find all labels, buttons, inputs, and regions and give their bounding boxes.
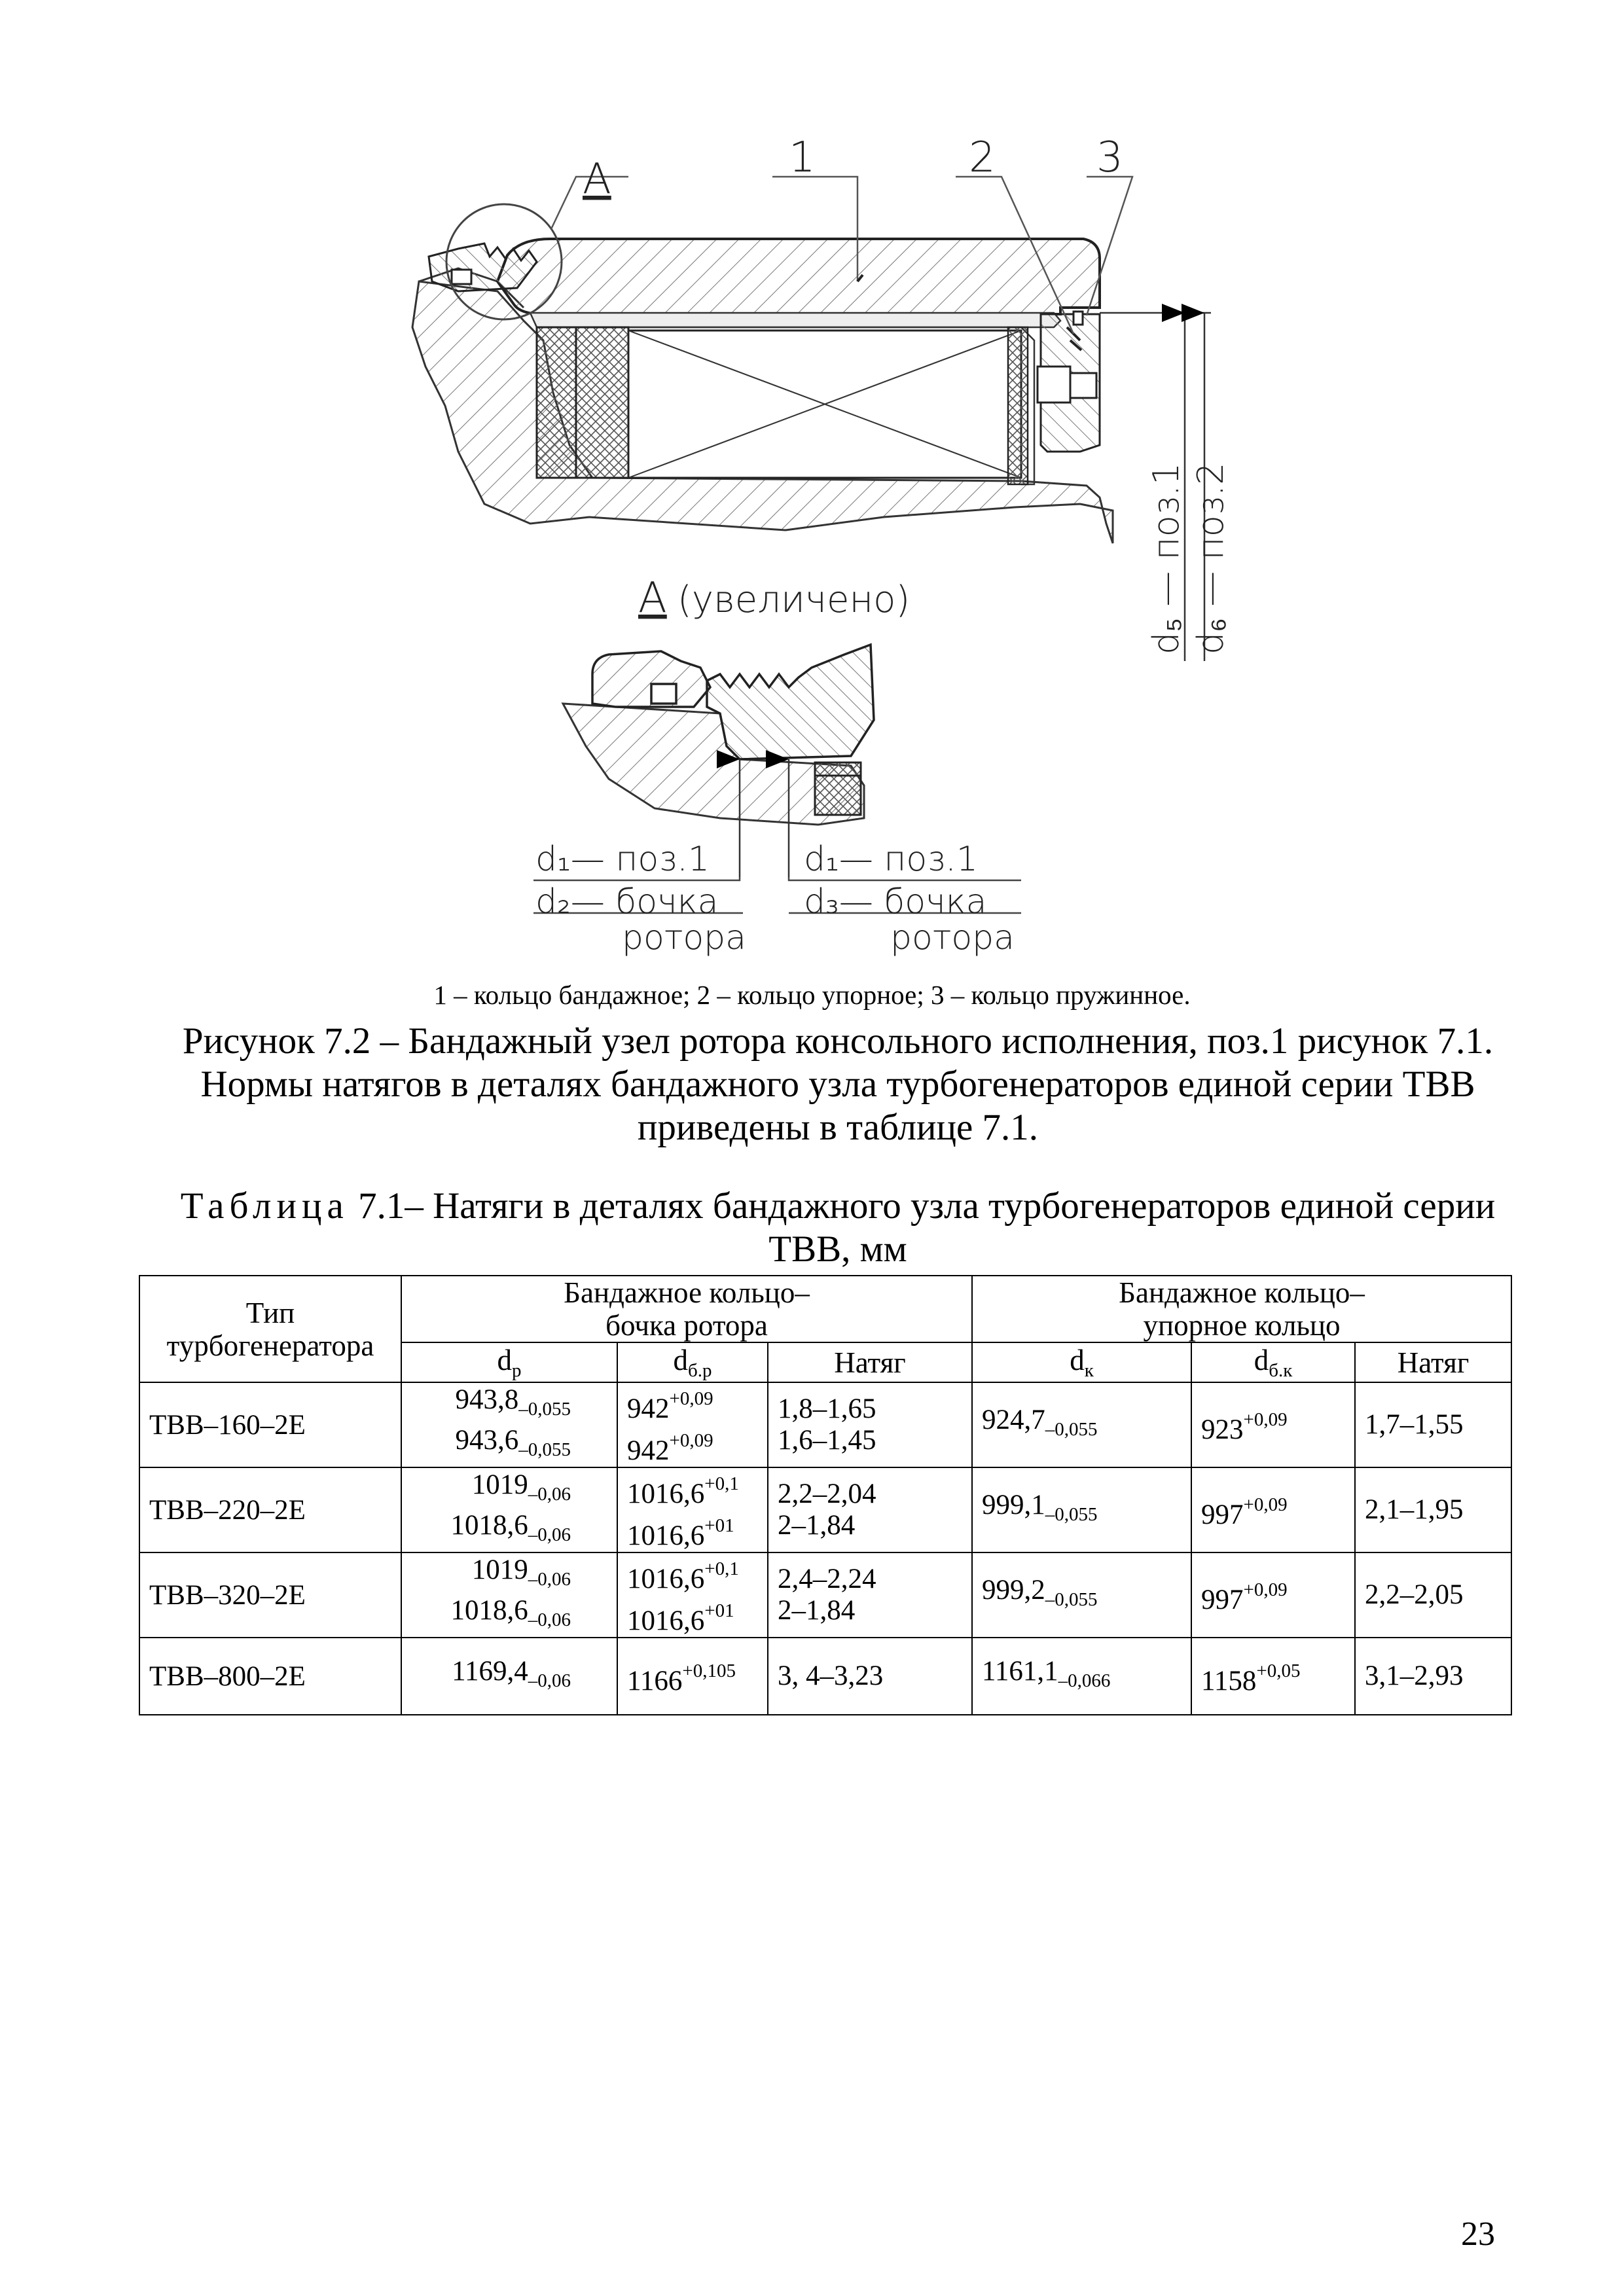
cell-dp xyxy=(401,1552,617,1638)
header-dbk: $d_{б.к}$ xyxy=(1191,1342,1355,1382)
dbk-value: $1158^{+0,05}$ xyxy=(1201,1660,1301,1696)
cell-natyag-2: 2,1–1,95 xyxy=(1355,1467,1511,1552)
callout-3: 3 xyxy=(1096,134,1123,182)
cell-type: ТВВ–320–2Е xyxy=(139,1552,401,1638)
detail-title-letter: А xyxy=(638,574,667,622)
dbp-value: $942^{+0,09}$ xyxy=(627,1430,713,1466)
header-dp: $d_р$ xyxy=(401,1342,617,1382)
dim-d2: d₂— бочка xyxy=(535,882,719,922)
cell-natyag-1 xyxy=(768,1552,972,1638)
caption-line-3: приведены в таблице 7.1. xyxy=(637,1107,1039,1148)
table-row xyxy=(139,1638,1511,1715)
page-number: 23 xyxy=(1461,2215,1495,2253)
dbp-value: $1016,6^{+01}$ xyxy=(627,1515,734,1551)
cell-dk xyxy=(972,1467,1191,1552)
figure-legend: 1 – кольцо бандажное; 2 – кольцо упорное; 3 – кольцо пружинное. xyxy=(433,980,1191,1010)
cell-dbp xyxy=(617,1382,768,1467)
cell-dbk xyxy=(1191,1382,1355,1467)
header-natyag-1: Натяг xyxy=(768,1342,972,1382)
bandage-ring-1 xyxy=(497,239,1100,314)
cell-natyag-2: 2,2–2,05 xyxy=(1355,1552,1511,1638)
header-group-2: Бандажное кольцо– упорное кольцо xyxy=(972,1276,1511,1342)
cell-natyag-1 xyxy=(768,1382,972,1467)
dp-value: $1019_{-0,06}$ xyxy=(471,1554,571,1590)
callout-1: 1 xyxy=(789,134,816,182)
table-row xyxy=(139,1552,1511,1638)
header-dk: $d_к$ xyxy=(972,1342,1191,1382)
dp-value: $1169,4_{-0,06}$ xyxy=(452,1656,571,1691)
view-letter-a: А xyxy=(583,155,611,204)
cell-natyag-1 xyxy=(768,1638,972,1715)
dbk-value: $997^{+0,09}$ xyxy=(1201,1579,1288,1615)
natyag-value: 2–1,84 xyxy=(778,1510,856,1541)
natyag-value: 3, 4–3,23 xyxy=(778,1660,884,1691)
cell-dp xyxy=(401,1638,617,1715)
detail-bandage-ring xyxy=(707,645,874,759)
dp-value: $943,6_{-0,055}$ xyxy=(455,1425,571,1460)
interference-table xyxy=(139,1275,1512,1715)
dp-value: $1018,6_{-0,06}$ xyxy=(450,1510,571,1545)
rotor-bandage-assembly-drawing xyxy=(0,0,1624,982)
dim-d3: d₃— бочка xyxy=(804,882,987,922)
dp-value: $1018,6_{-0,06}$ xyxy=(450,1595,571,1630)
natyag-value: 1,6–1,45 xyxy=(778,1425,876,1456)
natyag-value: 2,4–2,24 xyxy=(778,1564,876,1594)
detail-a-view xyxy=(533,574,1021,958)
table-caption xyxy=(131,1185,1545,1271)
cell-dp xyxy=(401,1467,617,1552)
cell-type: ТВВ–220–2Е xyxy=(139,1467,401,1552)
caption-line-2: Нормы натягов в деталях бандажного узла турбогенераторов единой серии ТВВ xyxy=(200,1064,1475,1105)
cell-dbp xyxy=(617,1552,768,1638)
table-row xyxy=(139,1382,1511,1467)
caption-line-1: Рисунок 7.2 – Бандажный узел ротора консольного исполнения, поз.1 рисунок 7.1. xyxy=(182,1020,1494,1062)
table-caption-text: 7.1– Натяги в деталях бандажного узла турбогенераторов единой серии xyxy=(348,1185,1496,1227)
dim-d6: d₆ — поз.2 xyxy=(1190,462,1231,655)
header-dbp: $d_{б.р}$ xyxy=(617,1342,768,1382)
dim-d1-mid: d₁— поз.1 xyxy=(804,840,978,879)
cell-dbk xyxy=(1191,1638,1355,1715)
callout-2: 2 xyxy=(969,134,996,182)
dbp-value: $1166^{+0,105}$ xyxy=(627,1660,736,1696)
cell-dk xyxy=(972,1382,1191,1467)
cell-natyag-1 xyxy=(768,1467,972,1552)
dim-d3-cont: ротора xyxy=(890,918,1015,958)
dk-value: $1161,1_{-0,066}$ xyxy=(982,1656,1111,1691)
dp-value: $1019_{-0,06}$ xyxy=(471,1469,571,1505)
dk-value: $999,1_{-0,055}$ xyxy=(982,1490,1098,1525)
dim-d1-left: d₁— поз.1 xyxy=(535,840,710,879)
cell-dbp xyxy=(617,1638,768,1715)
cell-dbk xyxy=(1191,1467,1355,1552)
cell-natyag-2: 1,7–1,55 xyxy=(1355,1382,1511,1467)
dbp-value: $1016,6^{+01}$ xyxy=(627,1600,734,1636)
cell-dbk xyxy=(1191,1552,1355,1638)
cell-dp xyxy=(401,1382,617,1467)
header-type: Тип турбогенератора xyxy=(139,1276,401,1382)
dbk-value: $997^{+0,09}$ xyxy=(1201,1494,1288,1530)
detail-title: (увеличено) xyxy=(677,579,911,621)
natyag-value: 1,8–1,65 xyxy=(778,1393,876,1424)
cell-dk xyxy=(972,1552,1191,1638)
dbk-value: $923^{+0,09}$ xyxy=(1201,1409,1288,1445)
cell-type: ТВВ–160–2Е xyxy=(139,1382,401,1467)
cell-natyag-2: 3,1–2,93 xyxy=(1355,1638,1511,1715)
dk-value: $924,7_{-0,055}$ xyxy=(982,1405,1098,1440)
header-group-1: Бандажное кольцо– бочка ротора xyxy=(401,1276,972,1342)
dim-d5: d₅ — поз.1 xyxy=(1146,462,1187,655)
dbp-value: $942^{+0,09}$ xyxy=(627,1388,713,1424)
figure-caption xyxy=(131,1020,1545,1149)
cell-type: ТВВ–800–2Е xyxy=(139,1638,401,1715)
dbp-value: $1016,6^{+0,1}$ xyxy=(627,1558,739,1594)
table-body xyxy=(139,1382,1511,1715)
natyag-value: 2–1,84 xyxy=(778,1595,856,1626)
header-natyag-2: Натяг xyxy=(1355,1342,1511,1382)
table-row xyxy=(139,1467,1511,1552)
natyag-value: 2,2–2,04 xyxy=(778,1479,876,1509)
spring-ring-3 xyxy=(1074,312,1083,325)
cell-dk xyxy=(972,1638,1191,1715)
cell-dbp xyxy=(617,1467,768,1552)
dbp-value: $1016,6^{+0,1}$ xyxy=(627,1473,739,1509)
dk-value: $999,2_{-0,055}$ xyxy=(982,1575,1098,1610)
dim-d2-cont: ротора xyxy=(622,918,747,958)
table-caption-label: Таблица xyxy=(180,1185,349,1227)
dp-value: $943,8_{-0,055}$ xyxy=(455,1384,571,1420)
table-caption-line2: ТВВ, мм xyxy=(768,1229,907,1270)
